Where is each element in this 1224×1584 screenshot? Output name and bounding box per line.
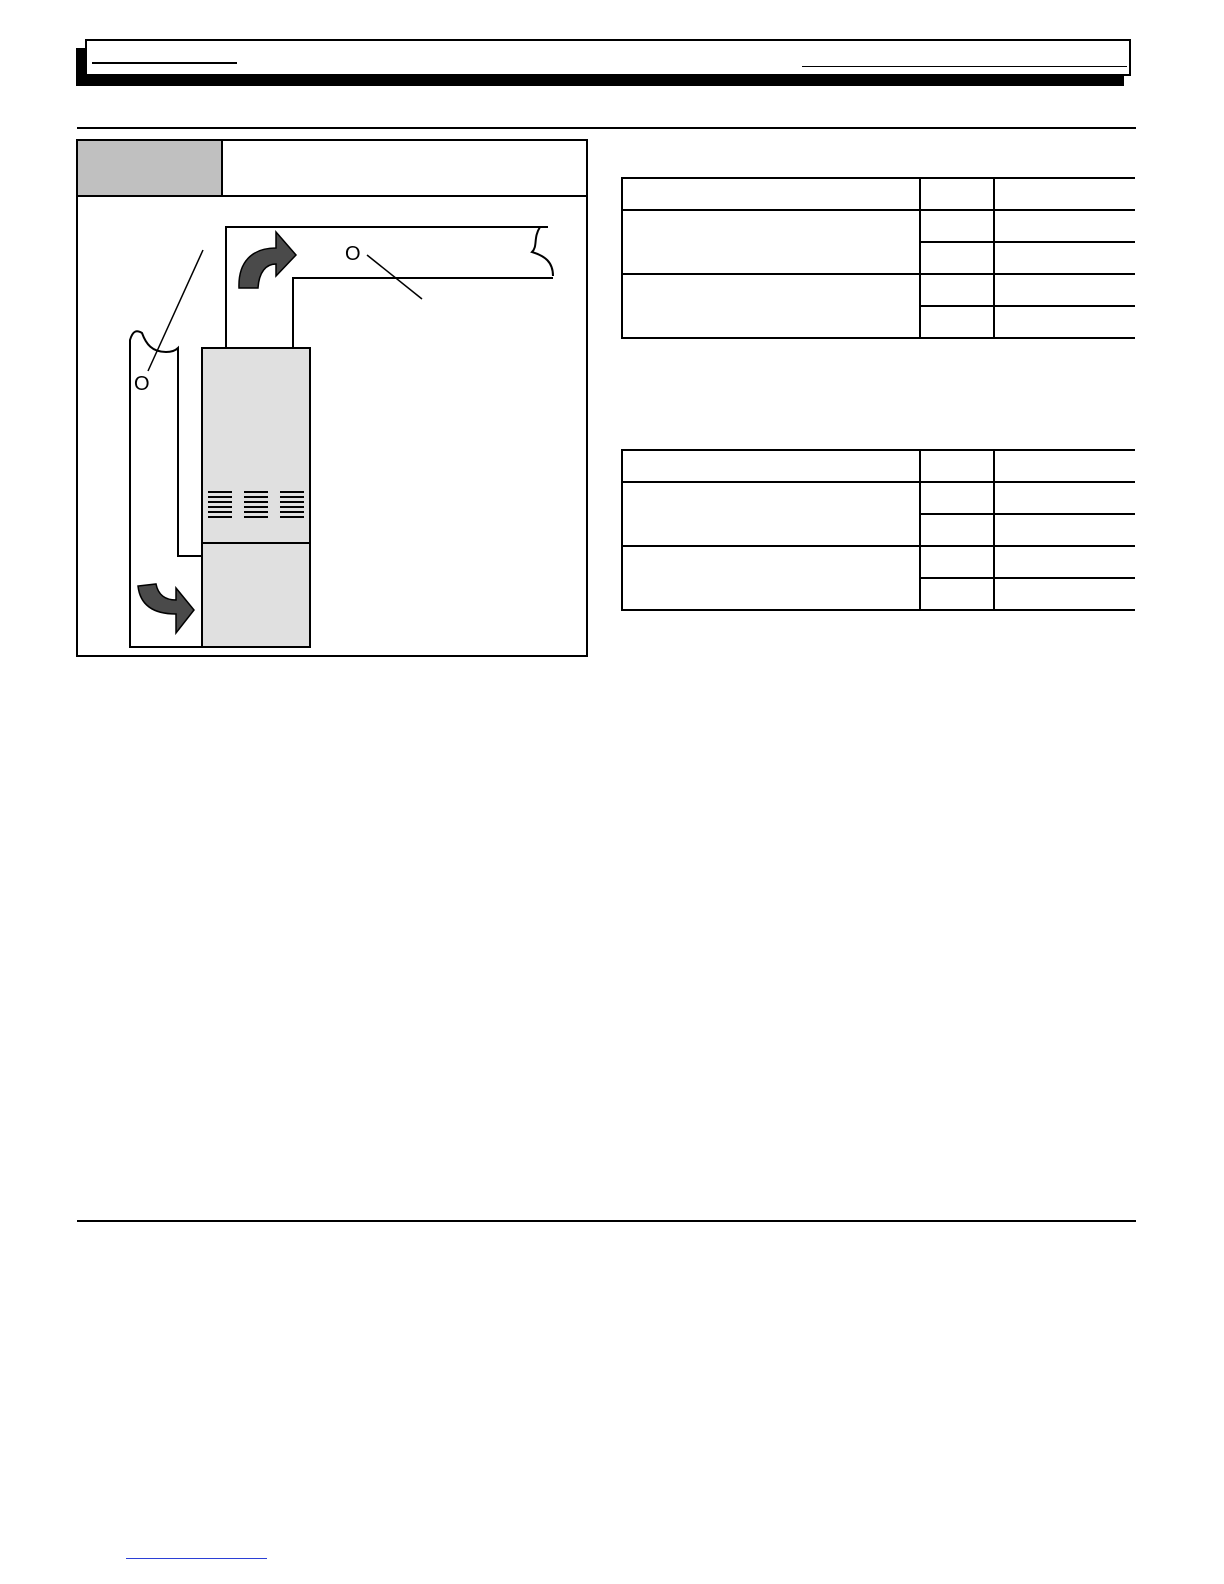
airflow-arrow-icon	[239, 232, 296, 288]
table-row	[622, 178, 1135, 210]
table-row	[622, 450, 1135, 482]
table-row	[622, 546, 1135, 578]
table-cell	[622, 450, 920, 482]
table-cell	[994, 514, 1135, 546]
table-cell	[920, 482, 994, 514]
spec-table-1	[621, 177, 1135, 339]
table-cell	[920, 242, 994, 274]
table-cell	[920, 450, 994, 482]
table-cell	[994, 450, 1135, 482]
furnace-upper-cabinet	[202, 348, 310, 543]
table-cell	[994, 178, 1135, 210]
table-cell	[622, 482, 920, 546]
footer-link[interactable]	[126, 1558, 267, 1559]
callout-right: O	[345, 243, 361, 265]
table-cell	[994, 482, 1135, 514]
table-cell	[920, 514, 994, 546]
header-banner	[85, 39, 1131, 76]
header-right-rule	[802, 66, 1127, 67]
table-cell	[994, 306, 1135, 338]
table-cell	[994, 274, 1135, 306]
bottom-divider	[77, 1220, 1136, 1222]
return-air-arrow-icon	[138, 584, 194, 633]
furnace-installation-diagram	[78, 197, 586, 655]
table-cell	[920, 210, 994, 242]
figure-label-tab	[78, 141, 223, 195]
top-divider	[77, 127, 1136, 129]
table-row	[622, 274, 1135, 306]
table-row	[622, 210, 1135, 242]
table-cell	[622, 274, 920, 338]
table-cell	[920, 546, 994, 578]
table-cell	[622, 546, 920, 610]
spec-table-2	[621, 449, 1135, 611]
supply-duct	[226, 227, 553, 348]
table-cell	[994, 546, 1135, 578]
header-left-rule	[92, 62, 237, 64]
table-cell	[994, 242, 1135, 274]
table-cell	[920, 178, 994, 210]
table-cell	[920, 578, 994, 610]
callout-leader-left	[148, 250, 203, 371]
table-cell	[994, 578, 1135, 610]
table-cell	[920, 306, 994, 338]
table-cell	[994, 210, 1135, 242]
furnace-lower-cabinet	[202, 543, 310, 647]
table-cell	[622, 210, 920, 274]
table-cell	[920, 274, 994, 306]
table-row	[622, 482, 1135, 514]
table-cell	[622, 178, 920, 210]
callout-left: O	[134, 373, 150, 395]
